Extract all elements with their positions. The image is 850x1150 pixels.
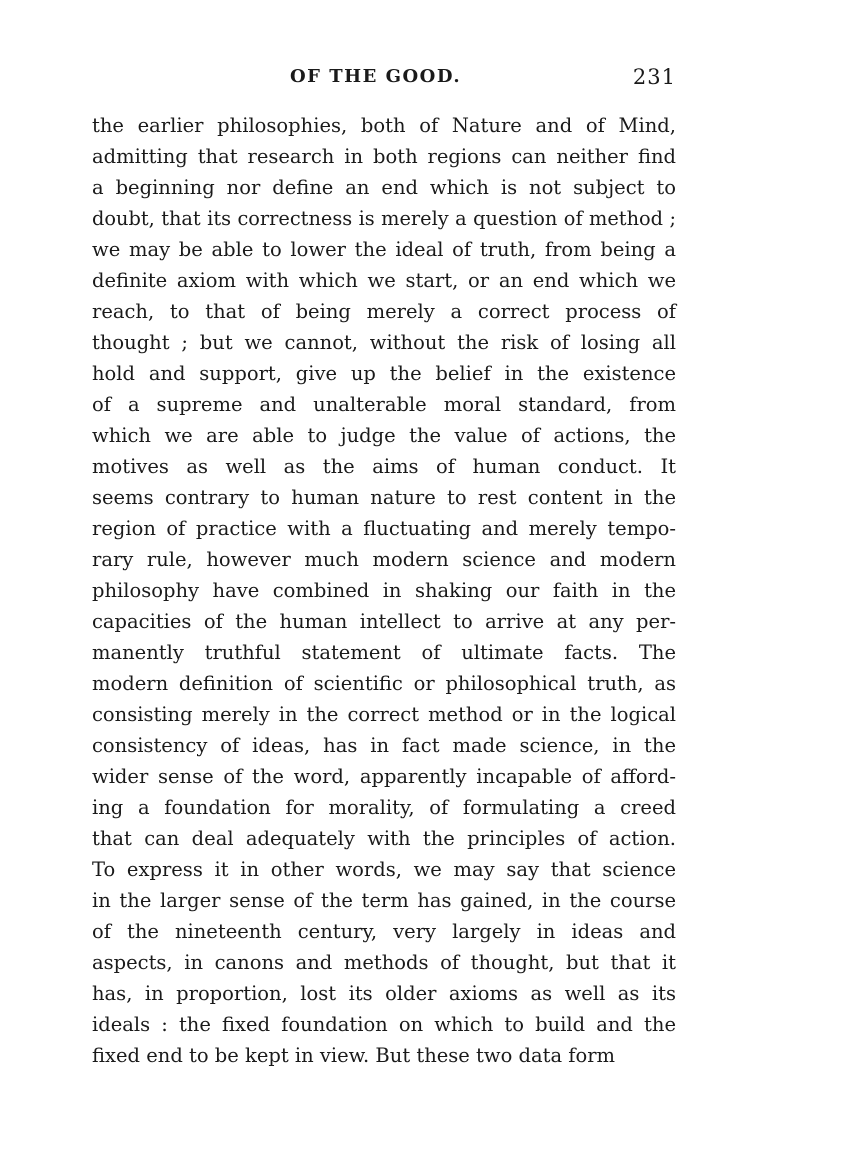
text-line: which we are able to judge the value of actions, the	[92, 424, 676, 447]
text-line: modern definition of scientific or philosophical truth, as	[92, 672, 676, 695]
text-line: region of practice with a fluctuating and merely tempo-	[92, 517, 676, 540]
text-line: a beginning nor define an end which is not subject to	[92, 176, 676, 199]
text-line: of the nineteenth century, very largely in ideas and	[92, 920, 676, 943]
text-line: manently truthful statement of ultimate facts. The	[92, 641, 676, 664]
text-line: aspects, in canons and methods of thought, but that it	[92, 951, 676, 974]
text-line: consistency of ideas, has in fact made science, in the	[92, 734, 676, 757]
text-line: has, in proportion, lost its older axioms as well as its	[92, 982, 676, 1005]
text-line: To express it in other words, we may say that science	[92, 858, 676, 881]
text-line: rary rule, however much modern science and modern	[92, 548, 676, 571]
text-line: in the larger sense of the term has gained, in the course	[92, 889, 676, 912]
text-line: definite axiom with which we start, or an end which we	[92, 269, 676, 292]
text-line: hold and support, give up the belief in the existence	[92, 362, 676, 385]
text-line: we may be able to lower the ideal of truth, from being a	[92, 238, 676, 261]
text-line: fixed end to be kept in view. But these two data form	[92, 1044, 616, 1067]
text-line: wider sense of the word, apparently incapable of afford-	[92, 765, 676, 788]
text-line: ideals : the fixed foundation on which to build and the	[92, 1013, 676, 1036]
text-line: that can deal adequately with the principles of action.	[92, 827, 676, 850]
text-line: of a supreme and unalterable moral standard, from	[92, 393, 676, 416]
text-line: capacities of the human intellect to arrive at any per-	[92, 610, 676, 633]
page-number: 231	[632, 65, 676, 89]
text-line: motives as well as the aims of human conduct. It	[92, 455, 676, 478]
text-line: consisting merely in the correct method or in the logical	[92, 703, 676, 726]
text-line: reach, to that of being merely a correct process of	[92, 300, 676, 323]
text-line: the earlier philosophies, both of Nature and of Mind,	[92, 114, 676, 137]
text-line: thought ; but we cannot, without the risk of losing all	[92, 331, 676, 354]
text-line: admitting that research in both regions can neither find	[92, 145, 676, 168]
running-title: OF THE GOOD.	[290, 66, 462, 87]
text-line: doubt, that its correctness is merely a question of method ;	[92, 207, 676, 230]
running-head	[92, 64, 676, 90]
text-line: philosophy have combined in shaking our faith in the	[92, 579, 676, 602]
body-text	[92, 110, 676, 1071]
text-line: seems contrary to human nature to rest content in the	[92, 486, 676, 509]
text-line: ing a foundation for morality, of formulating a creed	[92, 796, 676, 819]
